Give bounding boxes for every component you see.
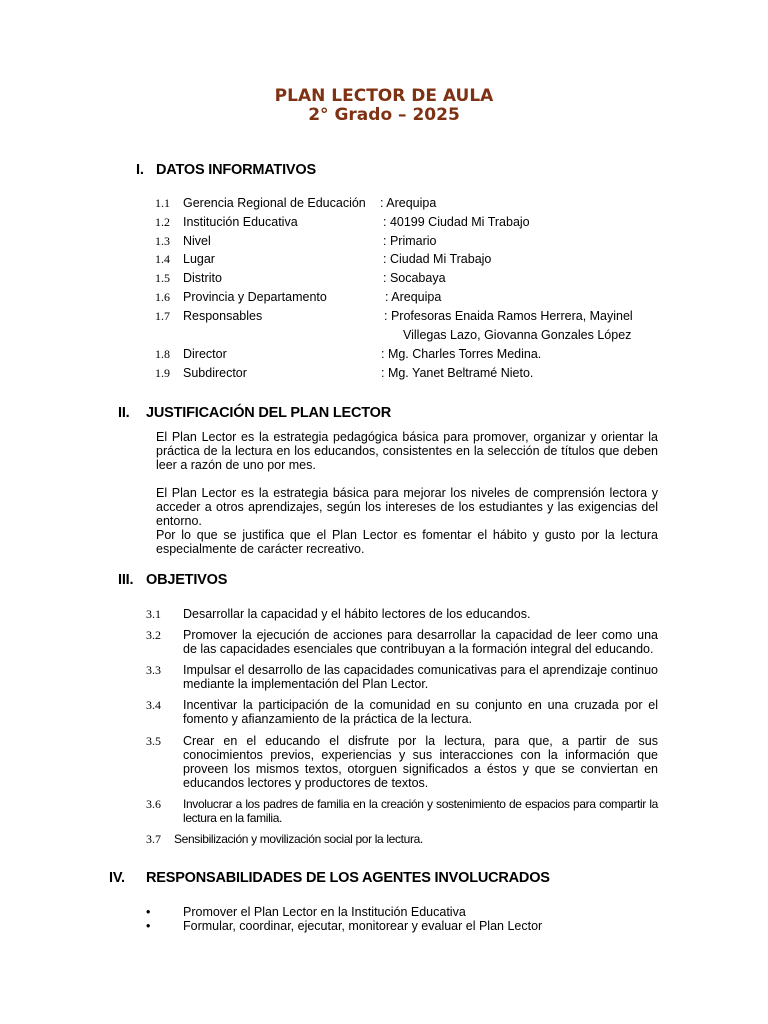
item-label: Provincia y Departamento	[183, 290, 327, 304]
justificacion-paragraph: El Plan Lector es la estrategia pedagógica básica para promover, organizar y orientar la práctica de la lectura en los educandos, consistentes en la selección de títulos que deben leer a razón de uno por mes.	[156, 430, 658, 472]
section-title: JUSTIFICACIÓN DEL PLAN LECTOR	[146, 405, 392, 421]
objetivo-item	[146, 607, 658, 621]
objetivo-item	[146, 628, 658, 656]
section-title: DATOS INFORMATIVOS	[156, 162, 316, 178]
item-number: 1.5	[155, 271, 170, 285]
item-text: Sensibilización y movilización social por la lectura.	[174, 832, 423, 846]
item-text: Incentivar la participación de la comunidad en su conjunto en una cruzada por el fomento y afianzamiento de la práctica de la lectura.	[183, 698, 658, 726]
item-value: : Mg. Yanet Beltramé Nieto.	[381, 366, 534, 380]
item-label: Subdirector	[183, 366, 247, 380]
objetivo-item	[146, 698, 658, 726]
item-value: : Socabaya	[383, 271, 446, 285]
item-number: 3.6	[146, 797, 161, 811]
item-number: 3.4	[146, 698, 161, 712]
item-number: 1.4	[155, 252, 170, 266]
item-value: : Ciudad Mi Trabajo	[383, 252, 492, 266]
document-subtitle: 2° Grado – 2025	[308, 105, 460, 125]
item-label: Responsables	[183, 309, 263, 323]
item-number: 1.9	[155, 366, 170, 380]
bullet: •	[146, 905, 151, 919]
section-number: II.	[118, 405, 130, 421]
section-number: IV.	[109, 870, 125, 886]
item-text: Promover el Plan Lector en la Institución Educativa	[183, 905, 466, 919]
item-text: Promover la ejecución de acciones para desarrollar la capacidad de leer como una de las capacidades esenciales que contribuyan a la formación integral del educando.	[183, 628, 658, 656]
item-number: 3.2	[146, 628, 161, 642]
item-label: Nivel	[183, 234, 211, 248]
item-number: 3.7	[146, 832, 161, 846]
item-number: 1.1	[155, 196, 170, 210]
item-label: Distrito	[183, 271, 222, 285]
justificacion-paragraph: Por lo que se justifica que el Plan Lector es fomentar el hábito y gusto por la lectura especialmente de carácter recreativo.	[156, 528, 658, 556]
objetivo-item	[146, 734, 658, 790]
item-number: 1.2	[155, 215, 170, 229]
objetivo-item	[146, 832, 658, 846]
item-value: : Primario	[383, 234, 437, 248]
item-value: : Mg. Charles Torres Medina.	[381, 347, 542, 361]
item-value: : Profesoras Enaida Ramos Herrera, Mayinel	[384, 309, 633, 323]
item-text: Formular, coordinar, ejecutar, monitorear y evaluar el Plan Lector	[183, 919, 543, 933]
item-label: Gerencia Regional de Educación	[183, 196, 366, 210]
section-title: RESPONSABILIDADES DE LOS AGENTES INVOLUCRADOS	[146, 870, 550, 886]
item-number: 1.8	[155, 347, 170, 361]
item-text: Impulsar el desarrollo de las capacidades comunicativas para el aprendizaje continuo mediante la implementación del Plan Lector.	[183, 663, 658, 691]
item-number: 1.6	[155, 290, 170, 304]
item-number: 1.7	[155, 309, 170, 323]
item-label: Institución Educativa	[183, 215, 298, 229]
section-number: III.	[118, 572, 134, 588]
item-label: Director	[183, 347, 227, 361]
item-label: Lugar	[183, 252, 215, 266]
item-number: 1.3	[155, 234, 170, 248]
objetivo-item	[146, 797, 658, 825]
document-title: PLAN LECTOR DE AULA	[274, 86, 494, 106]
item-number: 3.5	[146, 734, 161, 748]
item-number: 3.1	[146, 607, 161, 621]
objetivo-item	[146, 663, 658, 691]
item-number: 3.3	[146, 663, 161, 677]
item-value: : Arequipa	[385, 290, 442, 304]
item-value-continuation: Villegas Lazo, Giovanna Gonzales López	[403, 328, 632, 342]
section-title: OBJETIVOS	[146, 572, 228, 588]
bullet: •	[146, 919, 151, 933]
item-text: Desarrollar la capacidad y el hábito lectores de los educandos.	[183, 607, 531, 621]
item-text: Involucrar a los padres de familia en la creación y sostenimiento de espacios para compartir la lectura en la familia.	[183, 797, 658, 825]
item-value: : Arequipa	[380, 196, 437, 210]
item-value: : 40199 Ciudad Mi Trabajo	[383, 215, 530, 229]
section-number: I.	[136, 162, 144, 178]
justificacion-paragraph: El Plan Lector es la estrategia básica para mejorar los niveles de comprensión lectora y acceder a otros aprendizajes, según los intereses de los estudiantes y las exigencias del entorno.	[156, 486, 658, 528]
item-text: Crear en el educando el disfrute por la lectura, para que, a partir de sus conocimientos previos, experiencias y sus interacciones con la información que proveen los mismos textos, otorguen significados a éstos y que se conviertan en educandos lectores y productores de textos.	[183, 734, 658, 790]
